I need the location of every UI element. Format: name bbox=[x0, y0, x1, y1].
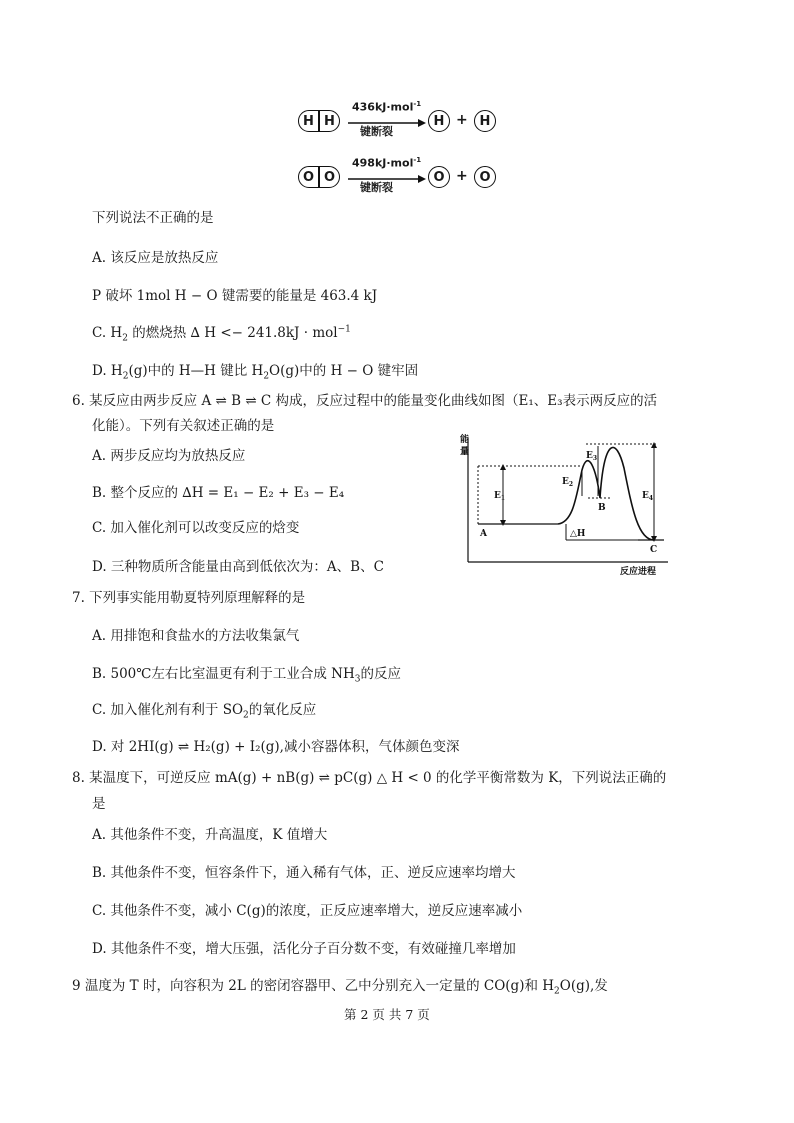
q6-option-a: A. 两步反应均为放热反应 bbox=[92, 448, 246, 464]
q7-option-d: D. 对 2HI(g) ⇌ H₂(g) + I₂(g),减小容器体积，气体颜色变深 bbox=[92, 739, 460, 755]
q9-stem: 9 温度为 T 时，向容积为 2L 的密闭容器甲、乙中分别充入一定量的 CO(g)和 $H_2O(g)$,发 bbox=[72, 978, 608, 997]
bond-diagram-h2: H H 436kJ·mol$^{-1}$ 键断裂 H + H bbox=[298, 106, 518, 136]
q5-stem: 下列说法不正确的是 bbox=[92, 210, 214, 226]
point-c-label: C bbox=[650, 545, 658, 555]
q6-stem-line1: 6. 某反应由两步反应 A ⇌ B ⇌ C 构成，反应过程中的能量变化曲线如图（E₁、E₃表示两反应的活 bbox=[72, 393, 658, 409]
q6-option-c: C. 加入催化剂可以改变反应的焓变 bbox=[92, 520, 300, 536]
q8-stem-line2: 是 bbox=[92, 796, 106, 812]
e3-label: $E_3$ bbox=[586, 451, 598, 462]
q8-stem-line1: 8. 某温度下，可逆反应 mA(g) + nB(g) ⇌ pC(g) △ H < 0 的化学平衡常数为 K，下列说法正确的 bbox=[72, 770, 667, 786]
q8-option-b: B. 其他条件不变，恒容条件下，通入稀有气体，正、逆反应速率均增大 bbox=[92, 865, 516, 881]
energy-profile-chart bbox=[458, 428, 678, 578]
point-b-label: B bbox=[598, 503, 606, 513]
q5-option-a: A. 该反应是放热反应 bbox=[92, 250, 219, 266]
o-atom: O bbox=[474, 166, 496, 188]
q6-option-b: B. 整个反应的 ∆H = E₁ − E₂ + E₃ − E₄ bbox=[92, 485, 345, 501]
x-axis-label: 反应进程 bbox=[620, 567, 657, 577]
o2-molecule: O O bbox=[298, 166, 340, 188]
bond-diagram-o2: O O 498kJ·mol$^{-1}$ 键断裂 O + O bbox=[298, 162, 518, 192]
q8-option-d: D. 其他条件不变，增大压强，活化分子百分数不变，有效碰撞几率增加 bbox=[92, 941, 516, 957]
delta-h-label: △H bbox=[570, 529, 586, 539]
q5-option-c: C. $H_2$ 的燃烧热 ∆ H <− 241.8kJ · mol$^{-1}$ bbox=[92, 324, 351, 344]
q7-option-c: C. 加入催化剂有利于 $SO_2$的氧化反应 bbox=[92, 702, 317, 721]
e2-label: $E_2$ bbox=[562, 477, 574, 488]
h-atom: H bbox=[474, 110, 496, 132]
q5-option-d: D. $H_2(g)$中的 H—H 键比 $H_2O(g)$中的 H − O 键牢固 bbox=[92, 363, 419, 382]
y-axis-label-1: 能 bbox=[460, 435, 470, 445]
q6-stem-line2: 化能）。下列有关叙述正确的是 bbox=[92, 418, 275, 434]
energy-curve bbox=[558, 447, 654, 540]
point-a-label: A bbox=[480, 529, 487, 539]
page-footer: 第 2 页 共 7 页 bbox=[344, 1007, 430, 1022]
y-axis-label-2: 量 bbox=[460, 447, 470, 457]
q8-option-a: A. 其他条件不变，升高温度，K 值增大 bbox=[92, 827, 328, 843]
q8-option-c: C. 其他条件不变，减小 C(g)的浓度，正反应速率增大，逆反应速率减小 bbox=[92, 903, 523, 919]
q7-stem: 7. 下列事实能用勒夏特列原理解释的是 bbox=[72, 590, 306, 606]
h2-molecule: H H bbox=[298, 110, 340, 132]
h-atom: H bbox=[428, 110, 450, 132]
q5-option-b: P 破坏 1mol H − O 键需要的能量是 463.4 kJ bbox=[92, 288, 378, 304]
q6-option-d: D. 三种物质所含能量由高到低依次为：A、B、C bbox=[92, 559, 384, 575]
q7-option-a: A. 用排饱和食盐水的方法收集氯气 bbox=[92, 628, 300, 644]
e4-label: $E_4$ bbox=[642, 491, 654, 502]
e1-label: $E_1$ bbox=[494, 491, 506, 502]
q7-option-b: B. 500℃左右比室温更有利于工业合成 $NH_3$的反应 bbox=[92, 666, 401, 685]
o-atom: O bbox=[428, 166, 450, 188]
